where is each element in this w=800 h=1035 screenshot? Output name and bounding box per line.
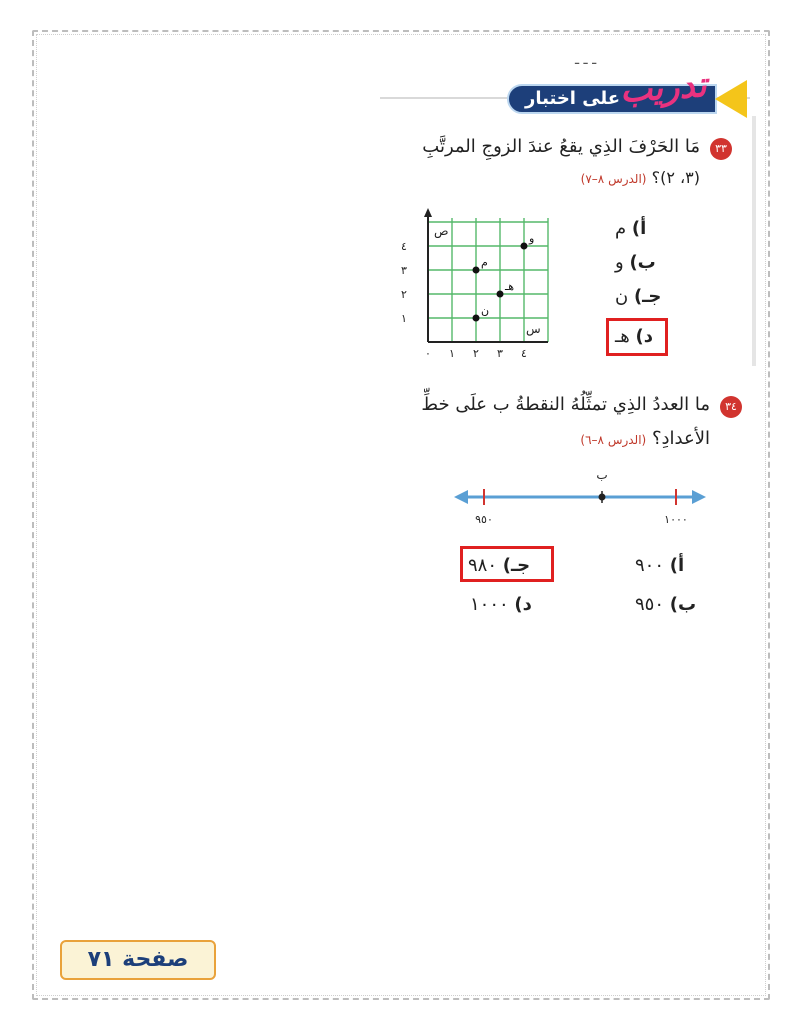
x-tick-label: ٣ [497,347,503,360]
y-axis-label: ص [434,224,449,238]
option-value: ن [615,286,629,307]
option-value: ٩٠٠ [635,555,665,576]
option-b[interactable] [615,252,656,273]
top-marks: ـ ـ ـ [575,52,597,68]
selected-answer-highlight [460,546,554,582]
x-tick-label: ٢ [473,347,479,360]
option-key: جـ) [633,286,662,307]
option-value: ٩٥٠ [635,594,665,615]
question-pair-line [400,168,700,187]
option-c[interactable] [615,286,661,307]
option-b[interactable] [635,594,696,615]
y-tick-label: ٤ [401,240,407,253]
x-tick-label: ١ [449,347,455,360]
banner-label: على اختبار [525,88,621,109]
y-tick-label: ٣ [401,264,407,277]
side-rule [752,116,756,366]
option-value: هـ [615,326,630,347]
grid-point-label: و [529,232,535,245]
option-key: ب) [629,252,656,273]
left-tick-label: ٩٥٠ [475,513,493,526]
question-text: ما العددُ الذِي تمثِّلُهُ النقطةُ ب علَى خطِّ [421,394,710,415]
banner-script-title: تدريب [618,65,708,111]
option-d[interactable] [470,594,532,615]
option-key: جـ) [502,555,531,576]
question-text: الأعدادِ؟ [651,428,710,449]
grid-point [521,243,528,250]
banner-arrow-icon [715,80,747,118]
selected-answer-highlight [606,318,668,356]
option-value: ١٠٠٠ [470,594,509,615]
number-line [450,465,710,530]
coordinate-grid [388,205,563,360]
y-tick-label: ٢ [401,288,407,301]
option-value: ٩٨٠ [468,555,498,576]
x-tick-label: ٠ [425,347,431,360]
x-axis-label: س [526,322,541,336]
question-text-line2 [410,428,710,449]
right-tick-label: ١٠٠٠ [664,513,688,526]
lesson-reference: (الدرس ٨–٦) [580,433,647,447]
option-value: و [615,252,624,273]
lesson-reference: (الدرس ٨–٧) [580,172,647,186]
option-key: أ) [631,218,647,239]
ordered-pair: (٣، ٢)؟ [651,168,700,187]
option-value: م [615,218,627,239]
option-a[interactable] [615,218,646,239]
left-arrow-icon [454,490,468,504]
option-key: د) [514,594,532,615]
question-text: مَا الحَرْفَ الذِي يقعُ عندَ الزوجِ المرتَّبِ [422,136,700,157]
option-key: د) [635,326,653,347]
x-tick-label: ٤ [521,347,527,360]
y-axis-arrow-icon [424,208,432,217]
page-number-label: صفحة ٧١ [60,940,216,980]
option-key: ب) [669,594,697,615]
y-tick-label: ١ [401,312,407,325]
grid-point-label: م [481,256,488,269]
point-b [599,494,606,501]
grid-point [497,291,504,298]
grid-point [473,267,480,274]
question-number-badge: ٣٣ [710,138,732,160]
grid-point-label: هـ [505,280,515,293]
option-key: أ) [669,555,685,576]
right-arrow-icon [692,490,706,504]
grid-point-label: ن [481,304,490,317]
option-a[interactable] [635,555,684,576]
question-number-badge: ٣٤ [720,396,742,418]
point-label: ب [596,468,608,482]
grid-point [473,315,480,322]
